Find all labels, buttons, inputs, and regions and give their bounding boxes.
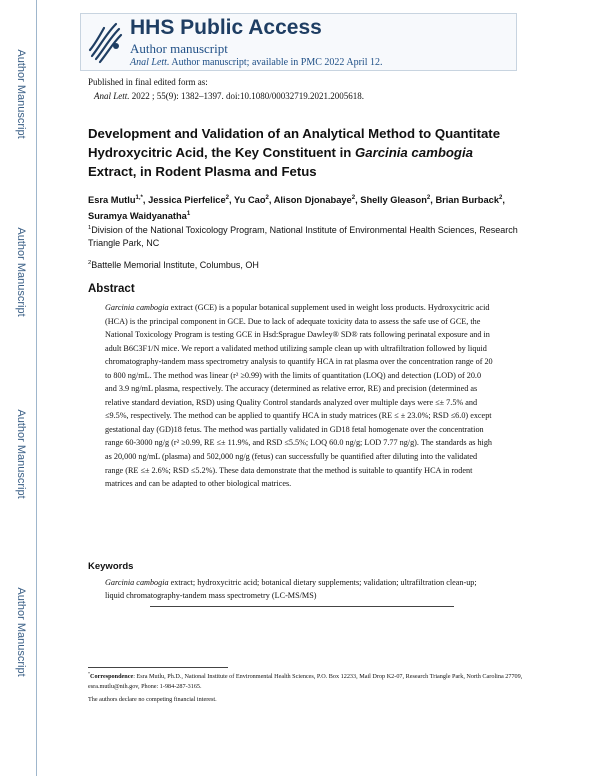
hhs-eagle-logo: [86, 16, 124, 66]
author: Brian Burback$^2$,: [435, 194, 505, 205]
keywords-heading: Keywords: [88, 561, 134, 572]
author: Alison Djonabaye$^2$,: [273, 194, 361, 205]
article-title: Development and Validation of an Analytical Method to Quantitate Hydroxycitric Acid, the Key Constituent in Garcinia cambogia Extract, in Rodent Plasma and Fetus: [88, 126, 501, 179]
affiliation-1: $^1$Division of the National Toxicology Program, National Institute of Environmental Health Sciences, Research Triangle Park, NC: [88, 225, 518, 248]
side-label: Author Manuscript: [15, 587, 27, 677]
author: Yu Cao$^2$,: [234, 194, 274, 205]
affiliation-2: $^2$Battelle Memorial Institute, Columbus, OH: [88, 260, 259, 270]
competing-interest-footnote: The authors declare no competing financial interest.: [88, 696, 217, 703]
margin-rule: [36, 0, 37, 776]
side-label: Author Manuscript: [15, 409, 27, 499]
author: Suramya Waidyanatha$^1$: [88, 210, 191, 221]
journal-availability: Anal Lett. Author manuscript; available in PMC 2022 April 12.: [130, 57, 383, 68]
abstract-body: Garcinia cambogia extract (GCE) is a popular botanical supplement used in weight loss products. Hydroxycitric acid (HCA) is the principal component in GCE. Due to lack of adequate toxicity data to assess the safe use of GCE, the National Toxicology Program is testing GCE in Hsd:Sprague Dawley® SD® rats following perinatal exposure and in adult B6C3F1/N mice. We report a validated method utilizing sample clean up with ultrafiltration followed by liquid chromatography-tandem mass spectrometry analysis to quantify HCA in rat plasma over the concentration range of 20 to 800 ng/mL. The method was linear (r² ≥0.99) with the limits of quantitation (LOQ) and detection (LOD) of 20.0 and 3.9 ng/mL plasma, respectively. The accuracy (determined as relative error, RE) and precision (determined as relative standard deviation, RSD) using Quality Control standards analyzed over multiple days were ≤± 7.5% and ≤9.5%, respectively. The method can be applied to quantify HCA in study matrices (RE ≤ ± 23.0%; RSD ≤6.0) except gestational day (GD)18 fetus. The method was partially validated in GD18 fetal homogenate over the concentration range 60-3000 ng/g (r² ≥0.99, RE ≤± 11.9%, and RSD ≤5.5%; LOQ 60.0 ng/g; LOD 7.77 ng/g). The standards as high as 20,000 ng/mL (plasma) and 502,000 ng/g (fetus) can successfully be quantified after diluting into the validated range (RE ≤± 2.6%; RSD ≤5.2%). These data demonstrate that the method is suitable to quantify HCA in rodent matrices and can be adapted to other biological matrices.: [105, 303, 493, 489]
footnote-divider: [88, 667, 228, 668]
side-label: Author Manuscript: [15, 49, 27, 139]
author-list: [88, 192, 518, 224]
citation: Anal Lett. 2022 ; 55(9): 1382–1397. doi:10.1080/00032719.2021.2005618.: [94, 91, 364, 101]
keywords-body: Garcinia cambogia extract; hydroxycitric acid; botanical dietary supplements; validation; ultrafiltration clean-up; liquid chromatography-tandem mass spectrometry (LC-MS/MS): [105, 578, 477, 600]
author-manuscript-label: Author manuscript: [130, 41, 228, 56]
abstract-heading: Abstract: [88, 283, 135, 295]
keywords-divider: [150, 606, 454, 607]
side-label: Author Manuscript: [15, 227, 27, 317]
author: Jessica Pierfelice$^2$,: [148, 194, 234, 205]
author: Shelly Gleason$^2$,: [360, 194, 436, 205]
published-label: Published in final edited form as:: [88, 77, 208, 87]
hhs-public-access-title: HHS Public Access: [130, 16, 322, 39]
correspondence-footnote: *Correspondence: Esra Mutlu, Ph.D., National Institute of Environmental Health Sciences, P.O. Box 12233, Mail Drop K2-07, Research Triangle Park, North Carolina 27709, esra.mutlu@nih.gov, Phone: 1-984-287-3165.: [88, 670, 523, 690]
author: Esra Mutlu$^{1,*}$,: [88, 194, 149, 205]
